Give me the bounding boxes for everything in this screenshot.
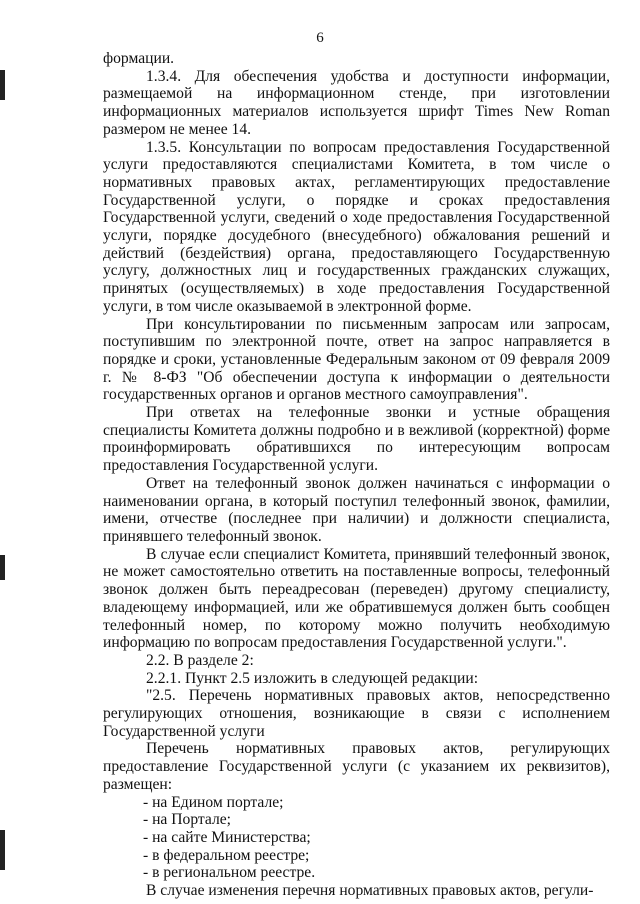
paragraph: Перечень нормативных правовых актов, регулирующих предоставление Государственной услуги (с указанием их реквизитов), размещен: <box>103 740 610 793</box>
list-item: - на Едином портале; <box>143 793 284 811</box>
paragraph: В случае изменения перечня нормативных правовых актов, регули- <box>146 882 594 900</box>
page-number: 6 <box>316 30 324 46</box>
paragraph: Ответ на телефонный звонок должен начинаться с информации о наименовании органа, в который поступил телефонный звонок, фамилии, имени, отчестве (последнее при наличии) и должности специалиста, принявшего телефонный звонок. <box>103 474 610 545</box>
paragraph: 2.2. В разделе 2: <box>146 651 254 669</box>
document-body <box>103 50 610 900</box>
paragraph: "2.5. Перечень нормативных правовых актов, непосредственно регулирующих отношения, возникающие в связи с исполнением Государственной услуги <box>103 687 610 740</box>
paragraph: 1.3.5. Консультации по вопросам предоставления Государственной услуги предоставляются специалистами Комитета, в том числе о нормативных правовых актах, регламентирующих предоставление Государственной услуги, о порядке и сроках предоставления Государственной услуги, сведений о ходе предоставления Государственной услуги, порядке досудебного (внесудебного) обжалования решений и действий (бездействия) органа, предоставляющего Государственную услугу, должностных лиц и государственных гражданских служащих, принятых (осуществляемых) в ходе предоставления Государственной услуги, в том числе оказываемой в электронной форме. <box>103 138 610 315</box>
list-item: - на Портале; <box>143 811 232 829</box>
paragraph: формации. <box>103 50 175 67</box>
scan-edge-mark <box>0 70 5 100</box>
list-item: - на сайте Министерства; <box>143 828 311 846</box>
paragraph: При ответах на телефонные звонки и устные обращения специалисты Комитета должны подробно и в вежливой (корректной) форме проинформировать обратившихся по интересующим вопросам предоставления Государственной услуги. <box>103 404 610 475</box>
paragraph: В случае если специалист Комитета, принявший телефонный звонок, не может самостоятельно ответить на поставленные вопросы, телефонный звонок должен быть переадресован (переведен) другому специалисту, владеющему информацией, или же обратившемуся должен быть сообщен телефонный номер, по которому можно получить необходимую информацию по вопросам предоставления Государственной услуги.". <box>103 545 610 652</box>
list-item: - в региональном реестре. <box>143 864 316 882</box>
paragraph: 2.2.1. Пункт 2.5 изложить в следующей редакции: <box>146 669 479 687</box>
list-item: - в федеральном реестре; <box>143 846 310 864</box>
scan-edge-mark <box>0 555 5 580</box>
paragraph: 1.3.4. Для обеспечения удобства и доступности информации, размещаемой на информационном стенде, при изготовлении информационных материалов используется шрифт Times New Roman размером не менее 14. <box>103 67 610 138</box>
scan-edge-mark <box>0 830 5 870</box>
paragraph: При консультировании по письменным запросам или запросам, поступившим по электронной почте, ответ на запрос направляется в порядке и сроки, установленные Федеральным законом от 09 февраля 2009 г. № 8-ФЗ "Об обеспечении доступа к информации о деятельности государственных органов и органов местного самоуправления". <box>103 315 610 404</box>
